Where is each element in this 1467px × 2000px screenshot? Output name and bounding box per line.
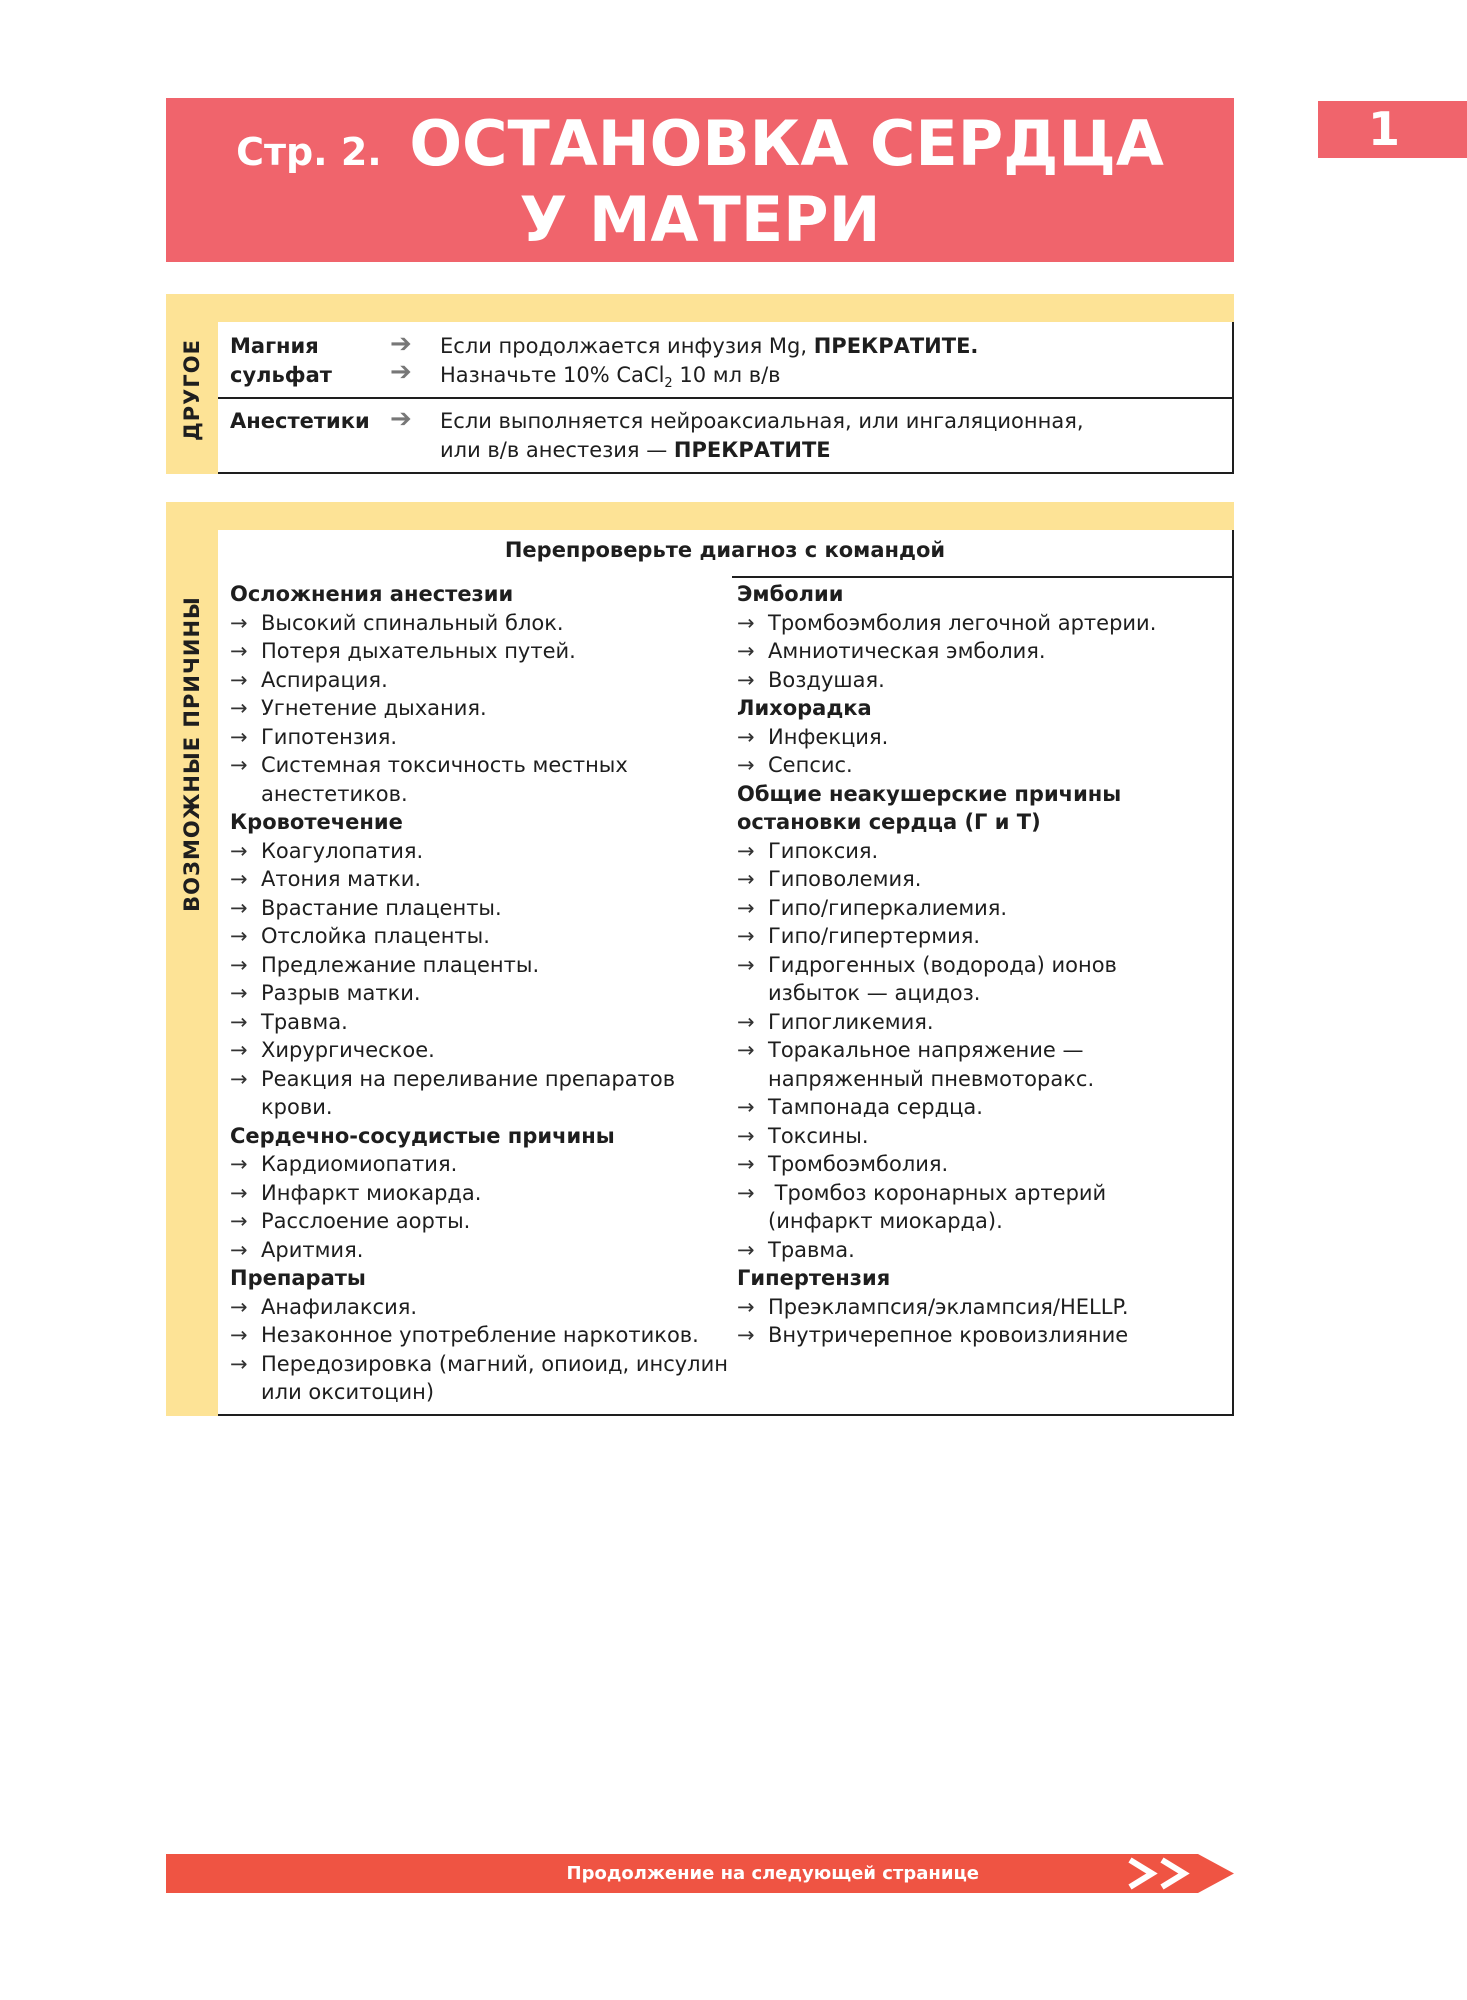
cause-item-text: Коагулопатия. xyxy=(261,838,424,863)
cause-item xyxy=(230,894,730,923)
cause-item xyxy=(230,1065,730,1122)
arrow-right-icon: → xyxy=(737,867,755,891)
arrow-right-icon: → xyxy=(737,1009,755,1034)
cause-group-title: Общие неакушерские причины остановки сердца (Г и Т) xyxy=(737,781,1122,834)
cause-group-title: Кровотечение xyxy=(230,810,403,834)
arrow-right-icon: → xyxy=(737,610,755,635)
cause-item-text: Высокий спинальный блок. xyxy=(261,610,564,635)
anesthetics-row xyxy=(218,397,1232,472)
arrow-right-icon: ➔ xyxy=(390,357,412,387)
title-line-1 xyxy=(166,107,1234,186)
arrow-right-icon: → xyxy=(737,1152,755,1176)
cause-item-text: Тампонада сердца. xyxy=(768,1095,983,1119)
cause-item-text: Токсины. xyxy=(768,1123,869,1148)
arrow-right-icon: → xyxy=(230,639,248,663)
arrow-right-icon: ➔ xyxy=(390,329,412,359)
other-tab-top xyxy=(218,294,1234,322)
arrow-right-icon: → xyxy=(737,895,755,920)
arrow-right-icon: → xyxy=(737,724,755,749)
arrow-right-icon: → xyxy=(230,895,248,920)
cause-item-text: Разрыв матки. xyxy=(261,981,421,1005)
cause-item xyxy=(230,723,730,752)
cause-item-text: Тромбоэмболия легочной артерии. xyxy=(768,610,1157,635)
cause-item xyxy=(737,723,1207,752)
cause-item xyxy=(737,922,1207,951)
magnesium-name-line2: сульфат xyxy=(230,363,332,387)
arrow-right-icon: → xyxy=(230,753,248,777)
cause-item-text: Гипогликемия. xyxy=(768,1009,934,1034)
cause-item-text: Угнетение дыхания. xyxy=(261,696,487,720)
cause-item xyxy=(230,1207,730,1236)
arrow-right-icon: → xyxy=(230,1066,248,1091)
cause-item xyxy=(230,1179,730,1208)
cause-item-text: Гипо/гипертермия. xyxy=(768,924,981,948)
cause-item-text: Инфекция. xyxy=(768,724,889,749)
causes-table xyxy=(218,530,1234,1416)
magnesium-name xyxy=(230,332,332,390)
arrow-right-icon: → xyxy=(230,610,248,635)
cause-item xyxy=(230,837,730,866)
cause-item xyxy=(230,1350,730,1407)
title-prefix: Стр. 2. xyxy=(236,130,382,174)
cause-item-text: Воздушая. xyxy=(768,667,885,692)
cause-item xyxy=(737,637,1207,666)
magnesium-row xyxy=(218,322,1232,397)
continue-banner[interactable]: Продолжение на следующей странице xyxy=(166,1854,1122,1893)
arrow-right-icon: → xyxy=(737,753,755,777)
cause-item-text: Кардиомиопатия. xyxy=(261,1152,458,1176)
page-number-badge: 1 xyxy=(1318,101,1467,158)
cause-item xyxy=(737,951,1207,1008)
cause-group-title: Сердечно-сосудистые причины xyxy=(230,1123,615,1148)
cause-item-text: Гипоксия. xyxy=(768,838,879,863)
arrow-right-icon: → xyxy=(230,724,248,749)
cause-item-text: Амниотическая эмболия. xyxy=(768,639,1046,663)
cacl-subscript: 2 xyxy=(664,376,673,392)
cause-item-text: Травма. xyxy=(768,1237,855,1262)
cause-item xyxy=(737,1093,1207,1122)
arrow-right-icon: → xyxy=(230,1351,248,1376)
cause-item xyxy=(737,1321,1207,1350)
arrow-right-icon: → xyxy=(230,952,248,977)
causes-section-label: ВОЗМОЖНЫЕ ПРИЧИНЫ xyxy=(180,596,204,912)
cause-item xyxy=(230,979,730,1008)
arrow-right-icon: → xyxy=(230,1009,248,1034)
causes-right-column xyxy=(737,580,1207,1350)
cause-item xyxy=(230,951,730,980)
other-table xyxy=(218,322,1234,474)
magnesium-text-line2 xyxy=(440,361,978,398)
arrow-right-icon: → xyxy=(737,1095,755,1119)
arrow-right-icon: → xyxy=(737,1038,755,1062)
arrow-right-icon: → xyxy=(230,981,248,1005)
cause-item xyxy=(737,837,1207,866)
cause-item xyxy=(737,666,1207,695)
anesthetics-text xyxy=(440,407,1084,465)
cause-item-text: Отслойка плаценты. xyxy=(261,924,490,948)
arrow-right-icon: → xyxy=(230,1180,248,1205)
cause-item-text: Атония матки. xyxy=(261,867,422,891)
title-main: ОСТАНОВКА СЕРДЦА xyxy=(409,107,1164,180)
arrow-right-icon: → xyxy=(737,952,755,977)
arrow-right-icon: → xyxy=(230,838,248,863)
other-section-label: ДРУГОЕ xyxy=(180,339,204,441)
double-chevron-icon xyxy=(1118,1854,1234,1893)
cause-item xyxy=(230,1036,730,1065)
arrow-right-icon: ➔ xyxy=(390,404,412,434)
cause-group-title: Гипертензия xyxy=(737,1266,891,1290)
cause-item xyxy=(737,1036,1207,1093)
cause-item xyxy=(737,1179,1207,1236)
anesthetics-name: Анестетики xyxy=(230,409,370,433)
cause-item-text: Предлежание плаценты. xyxy=(261,952,540,977)
other-section xyxy=(166,294,1234,474)
arrow-right-icon: → xyxy=(230,867,248,891)
cause-item-text: Гидрогенных (водорода) ионов избыток — ацидоз. xyxy=(768,952,1117,1005)
arrow-right-icon: → xyxy=(230,696,248,720)
cause-item-text: Внутричерепное кровоизлияние xyxy=(768,1323,1129,1347)
cacl-dose-a: Назначьте 10% CaCl xyxy=(440,363,665,387)
cacl-dose-b: 10 мл в/в xyxy=(672,363,781,387)
anesthetics-text-line2 xyxy=(440,436,1084,465)
cause-item-text: Тромбоз коронарных артерий (инфаркт миокарда). xyxy=(768,1180,1107,1233)
arrow-right-icon: → xyxy=(230,1323,248,1347)
cause-item xyxy=(230,1293,730,1322)
anesthetics-stop: ПРЕКРАТИТЕ xyxy=(673,438,831,462)
cause-item-text: Торакальное напряжение — напряженный пневмоторакс. xyxy=(768,1038,1095,1091)
cause-item-text: Потеря дыхательных путей. xyxy=(261,639,576,663)
cause-group-title: Препараты xyxy=(230,1266,366,1290)
cause-item-text: Системная токсичность местных анестетиков. xyxy=(261,753,628,806)
cause-item xyxy=(230,865,730,894)
recheck-diagnosis-heading: Перепроверьте диагноз с командой xyxy=(504,538,946,562)
magnesium-arrows xyxy=(390,330,412,387)
cause-item xyxy=(230,1150,730,1179)
cause-item-text: Хирургическое. xyxy=(261,1038,435,1062)
cause-item-text: Анафилаксия. xyxy=(261,1294,418,1319)
arrow-right-icon: → xyxy=(737,1123,755,1148)
cause-item xyxy=(737,1293,1207,1322)
cause-item xyxy=(737,1122,1207,1151)
cause-item xyxy=(230,1236,730,1265)
arrow-right-icon: → xyxy=(230,667,248,692)
cause-item-text: Незаконное употребление наркотиков. xyxy=(261,1323,699,1347)
heading-divider xyxy=(732,576,1232,578)
cause-item-text: Сепсис. xyxy=(768,753,853,777)
title-line-2: У МАТЕРИ xyxy=(519,183,881,256)
cause-item xyxy=(737,609,1207,638)
arrow-right-icon: → xyxy=(737,1180,755,1205)
cause-item-text: Аритмия. xyxy=(261,1237,364,1262)
causes-left-column xyxy=(230,580,730,1407)
arrow-right-icon: → xyxy=(230,1237,248,1262)
causes-tab-top xyxy=(218,502,1234,530)
cause-item xyxy=(737,894,1207,923)
arrow-right-icon: → xyxy=(230,1294,248,1319)
cause-item-text: Тромбоэмболия. xyxy=(768,1152,949,1176)
arrow-right-icon: → xyxy=(737,1323,755,1347)
cause-item-text: Расслоение аорты. xyxy=(261,1209,471,1233)
anesthetics-text-line1: Если выполняется нейроаксиальная, или ингаляционная, xyxy=(440,409,1084,433)
magnesium-stop: ПРЕКРАТИТЕ. xyxy=(813,334,979,358)
cause-group-title: Осложнения анестезии xyxy=(230,582,514,606)
cause-item-text: Передозировка (магний, опиоид, инсулин или окситоцин) xyxy=(261,1351,728,1404)
cause-item-text: Реакция на переливание препаратов крови. xyxy=(261,1066,676,1119)
cause-item xyxy=(230,922,730,951)
arrow-right-icon: → xyxy=(737,1294,755,1319)
arrow-right-icon: → xyxy=(737,838,755,863)
arrow-right-icon: → xyxy=(737,667,755,692)
cause-item-text: Преэклампсия/эклампсия/HELLP. xyxy=(768,1294,1129,1319)
magnesium-instruction: Если продолжается инфузия Mg, xyxy=(440,334,814,358)
anesthetics-instruction: или в/в анестезия — xyxy=(440,438,674,462)
arrow-right-icon: → xyxy=(737,924,755,948)
cause-group-title: Эмболии xyxy=(737,582,844,606)
cause-item xyxy=(230,666,730,695)
cause-item xyxy=(737,865,1207,894)
page-header xyxy=(166,98,1234,262)
cause-item-text: Аспирация. xyxy=(261,667,388,692)
cause-item-text: Гипотензия. xyxy=(261,724,398,749)
arrow-right-icon: → xyxy=(737,1237,755,1262)
magnesium-text-line1 xyxy=(440,332,978,361)
cause-item-text: Врастание плаценты. xyxy=(261,895,502,920)
cause-item xyxy=(230,694,730,723)
arrow-right-icon: → xyxy=(230,924,248,948)
cause-item xyxy=(230,1008,730,1037)
cause-group-title: Лихорадка xyxy=(737,696,872,720)
causes-section xyxy=(166,502,1234,1416)
cause-item-text: Инфаркт миокарда. xyxy=(261,1180,482,1205)
cause-item xyxy=(230,751,730,808)
cause-item-text: Гиповолемия. xyxy=(768,867,922,891)
arrow-right-icon: → xyxy=(230,1038,248,1062)
cause-item xyxy=(230,637,730,666)
arrow-right-icon: → xyxy=(230,1209,248,1233)
cause-item xyxy=(230,609,730,638)
cause-item xyxy=(737,751,1207,780)
magnesium-name-line1: Магния xyxy=(230,334,319,358)
arrow-right-icon: → xyxy=(737,639,755,663)
cause-item xyxy=(230,1321,730,1350)
cause-item-text: Гипо/гиперкалиемия. xyxy=(768,895,1008,920)
cause-item xyxy=(737,1236,1207,1265)
cause-item-text: Травма. xyxy=(261,1009,348,1034)
cause-item xyxy=(737,1008,1207,1037)
magnesium-text xyxy=(440,332,978,398)
arrow-right-icon: → xyxy=(230,1152,248,1176)
cause-item xyxy=(737,1150,1207,1179)
